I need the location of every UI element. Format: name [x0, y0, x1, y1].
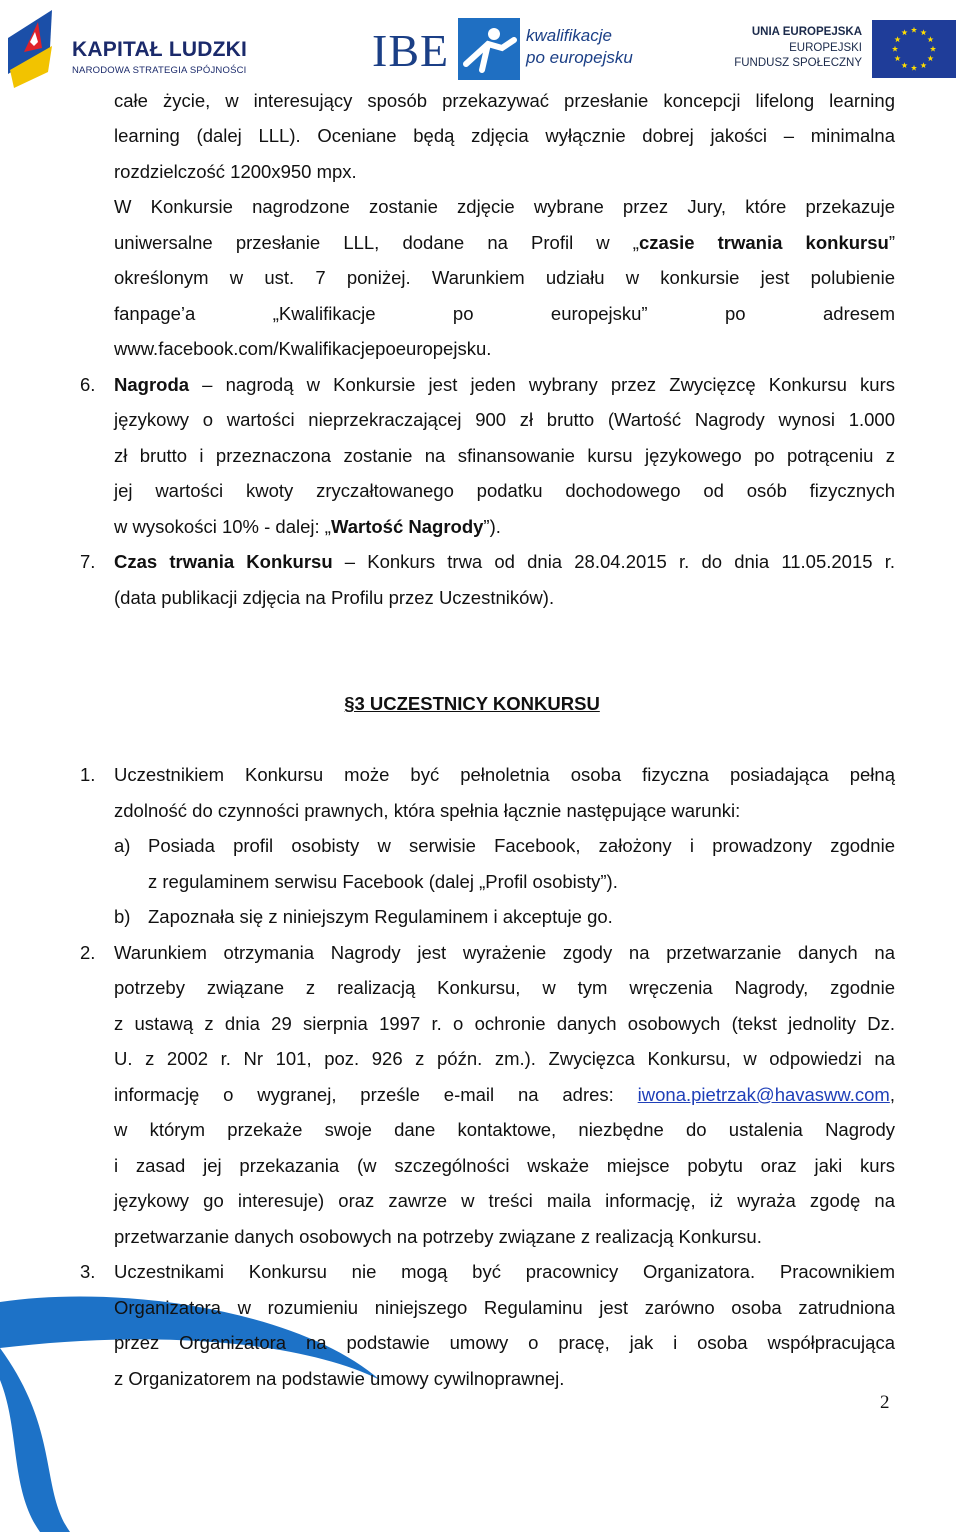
kapital-ludzki-title: KAPITAŁ LUDZKI	[72, 38, 248, 61]
section-heading: §3 UCZESTNICY KONKURSU	[344, 693, 600, 714]
eu-fund-line2: FUNDUSZ SPOŁECZNY	[734, 57, 862, 69]
list-number: 7.	[80, 551, 96, 572]
s2-line: U. z 2002 r. Nr 101, poz. 926 z późn. zm.). Zwycięzca Konkursu, w odpowiedzi na	[114, 1048, 895, 1069]
p6-line: językowy o wartości nieprzekraczającej 900 zł brutto (Wartość Nagrody wynosi 1.000	[114, 409, 895, 430]
kwalifikacje-text: kwalifikacje	[526, 26, 612, 45]
p1-line: określonym w ust. 7 poniżej. Warunkiem udziału w konkursie jest polubienie	[114, 267, 895, 288]
list-number: 2.	[80, 942, 96, 963]
kapital-ludzki-emblem-icon	[8, 8, 66, 88]
email-link[interactable]: iwona.pietrzak@havasww.com	[637, 1084, 890, 1105]
p1-line: fanpage’a „Kwalifikacje po europejsku” po adresem	[114, 303, 895, 324]
s3-line: Organizatora w rozumieniu niniejszego Regulaminu jest zarówno osoba zatrudniona	[114, 1297, 895, 1318]
eu-flag-icon	[872, 20, 956, 78]
p1-line: rozdzielczość 1200x950 mpx.	[114, 161, 357, 182]
s2-line: z ustawą z dnia 29 sierpnia 1997 r. o ochronie danych osobowych (tekst jednolity Dz.	[114, 1013, 895, 1034]
s1-line: zdolność do czynności prawnych, która spełnia łącznie następujące warunki:	[114, 800, 741, 821]
eu-fund-line1: EUROPEJSKI	[789, 42, 862, 54]
p6-line: Nagroda – nagrodą w Konkursie jest jeden wybrany przez Zwycięzcę Konkursu kurs	[114, 374, 895, 395]
list-letter: a)	[114, 835, 131, 856]
p6-line: jej wartości kwoty zryczałtowanego podatku dochodowego od osób fizycznych	[114, 480, 895, 501]
list-letter: b)	[114, 906, 131, 927]
facebook-url-text: www.facebook.com/Kwalifikacjepoeuropejsku.	[114, 338, 492, 359]
s2-line: Warunkiem otrzymania Nagrody jest wyrażenie zgody na przetwarzanie danych na	[114, 942, 895, 963]
page-number: 2	[880, 1392, 890, 1413]
list-number: 1.	[80, 764, 96, 785]
eu-title: UNIA EUROPEJSKA	[751, 26, 862, 38]
list-number: 3.	[80, 1261, 96, 1282]
s2-line: i zasad jej przekazania (w szczególności wskaże miejsce pobytu oraz jaki kurs	[114, 1155, 895, 1176]
s1-a-line: Posiada profil osobisty w serwisie Facebook, założony i prowadzony zgodnie	[148, 835, 895, 856]
s3-line: przez Organizatora na podstawie umowy o pracę, jak i osoba współpracująca	[114, 1332, 895, 1353]
p6-line: zł brutto i przeznaczona zostanie na sfinansowanie kursu językowego po potrąceniu z	[114, 445, 895, 466]
po-europejsku-text: po europejsku	[526, 48, 633, 67]
page-header	[0, 0, 960, 92]
s3-line: z Organizatorem na podstawie umowy cywilnoprawnej.	[114, 1368, 565, 1389]
p7-line: (data publikacji zdjęcia na Profilu przez Uczestników).	[114, 587, 555, 608]
ibe-figure-icon	[458, 18, 520, 80]
p1-line: W Konkursie nagrodzone zostanie zdjęcie wybrane przez Jury, które przekazuje	[114, 196, 895, 217]
p1-line: uniwersalne przesłanie LLL, dodane na Profil w „czasie trwania konkursu”	[114, 232, 895, 253]
eu-logo	[734, 20, 956, 80]
s2-line: w którym przekaże swoje dane kontaktowe, niezbędne do ustalenia Nagrody	[114, 1119, 895, 1140]
decorative-swoosh	[0, 1290, 420, 1532]
kapital-ludzki-logo	[8, 8, 258, 88]
p6-line: w wysokości 10% - dalej: „Wartość Nagrody”).	[114, 516, 501, 537]
p7-line: Czas trwania Konkursu – Konkurs trwa od dnia 28.04.2015 r. do dnia 11.05.2015 r.	[114, 551, 895, 572]
p1-line: learning (dalej LLL). Oceniane będą zdjęcia wyłącznie dobrej jakości – minimalna	[114, 125, 895, 146]
s2-line: przetwarzanie danych osobowych na potrzeby związane z realizacją Konkursu.	[114, 1226, 762, 1247]
list-number: 6.	[80, 374, 96, 395]
s3-line: Uczestnikami Konkursu nie mogą być pracownicy Organizatora. Pracownikiem	[114, 1261, 895, 1282]
s2-line: językowy go interesuje) oraz zawrze w treści maila informację, iż wyraża zgodę na	[114, 1190, 895, 1211]
s1-a-line: z regulaminem serwisu Facebook (dalej „Profil osobisty”).	[148, 871, 618, 892]
kapital-ludzki-subtitle: NARODOWA STRATEGIA SPÓJNOŚCI	[72, 65, 247, 76]
s1-line: Uczestnikiem Konkursu może być pełnoletnia osoba fizyczna posiadająca pełną	[114, 764, 895, 785]
ibe-logo	[370, 14, 640, 84]
s1-b-line: Zapoznała się z niniejszym Regulaminem i akceptuje go.	[148, 906, 613, 927]
p1-line: całe życie, w interesujący sposób przekazywać przesłanie koncepcji lifelong learning	[114, 90, 895, 111]
ibe-wordmark: IBE	[372, 25, 450, 76]
s2-line: informację o wygranej, prześle e-mail na adres: iwona.pietrzak@havasww.com,	[114, 1084, 895, 1105]
s2-line: potrzeby związane z realizacją Konkursu, w tym wręczenia Nagrody, zgodnie	[114, 977, 895, 998]
